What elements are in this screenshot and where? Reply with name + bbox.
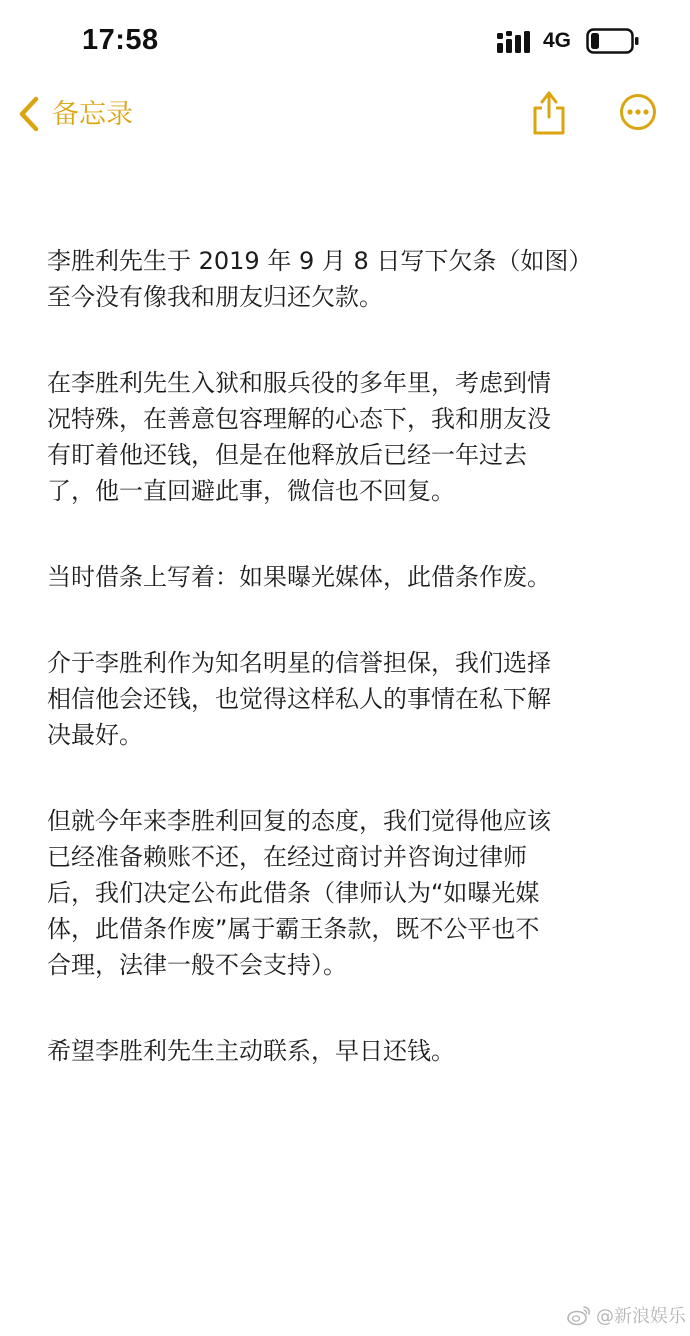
network-type: 4G (543, 29, 572, 52)
more-icon[interactable] (619, 93, 657, 131)
weibo-logo-icon (566, 1304, 592, 1326)
back-button[interactable] (18, 92, 133, 136)
note-paragraph: 但就今年来李胜利回复的态度，我们觉得他应该 已经准备赖账不还，在经过商讨并咨询过律师 后，我们决定公布此借条（律师认为“如曝光媒 体，此借条作废”属于霸王条款，既不公平也不 合理，法律一般不会支持）。 (47, 807, 551, 979)
battery-icon (586, 28, 640, 54)
share-icon[interactable] (530, 88, 568, 136)
note-paragraph: 当时借条上写着：如果曝光媒体，此借条作废。 (47, 563, 551, 591)
note-paragraph: 希望李胜利先生主动联系，早日还钱。 (47, 1037, 455, 1065)
note-paragraph: 李胜利先生于 2019 年 9 月 8 日写下欠条（如图） 至今没有像我和朋友归还欠款。 (47, 247, 593, 311)
note-body[interactable] (47, 243, 647, 1119)
note-paragraph: 在李胜利先生入狱和服兵役的多年里，考虑到情 况特殊，在善意包容理解的心态下，我和朋友没 有盯着他还钱，但是在他释放后已经一年过去 了，他一直回避此事，微信也不回复。 (47, 369, 551, 505)
status-time: 17:58 (82, 24, 159, 56)
watermark-text: @新浪娱乐 (596, 1306, 686, 1327)
status-bar (0, 0, 690, 80)
back-label: 备忘录 (52, 98, 133, 130)
signal-icon (497, 31, 533, 53)
chevron-left-icon (18, 96, 40, 132)
nav-bar (0, 80, 690, 150)
watermark (566, 1302, 686, 1328)
note-paragraph: 介于李胜利作为知名明星的信誉担保，我们选择 相信他会还钱，也觉得这样私人的事情在私下解 决最好。 (47, 649, 551, 749)
